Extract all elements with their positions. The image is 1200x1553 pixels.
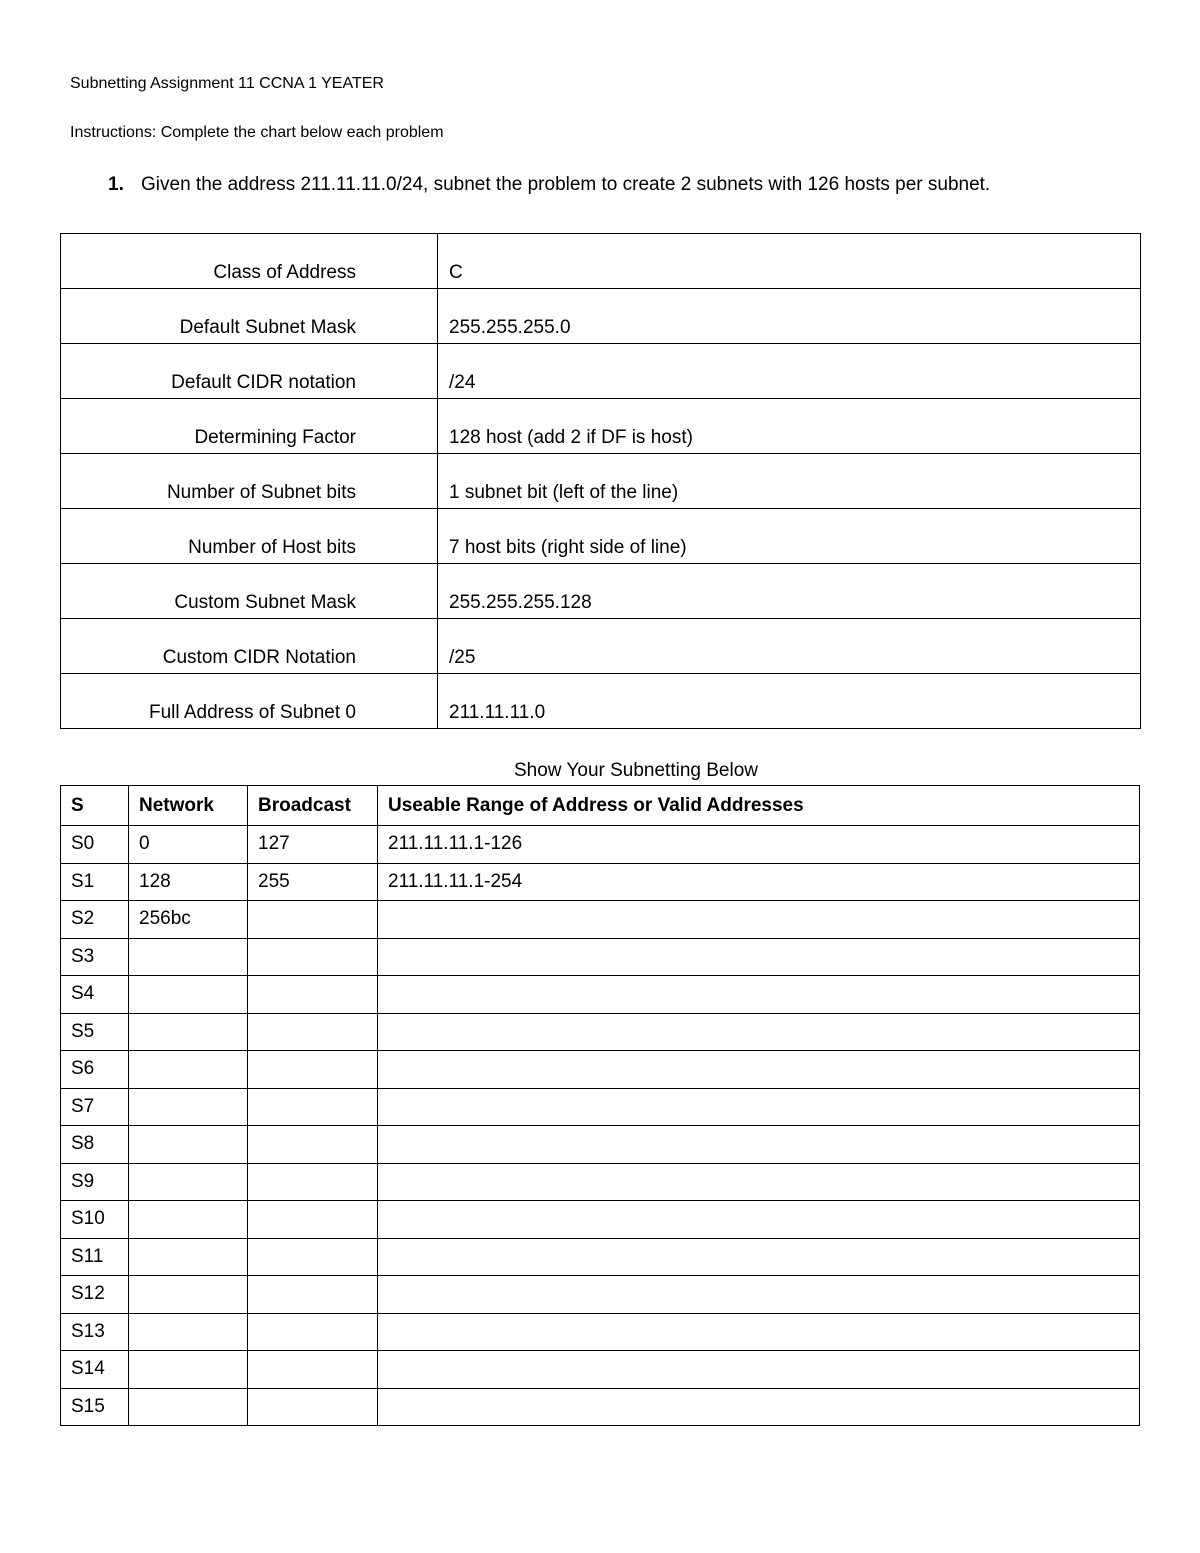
subnet-cell: S10 [61,1201,129,1239]
broadcast-cell [248,1276,378,1314]
info-row-default-mask [61,289,1141,344]
column-header-broadcast: Broadcast [248,786,378,826]
info-row-subnet-zero [61,674,1141,729]
problem-text: Given the address 211.11.11.0/24, subnet the problem to create 2 subnets with 126 hosts per subnet. [141,174,991,195]
table-row [61,1276,1140,1314]
network-cell [129,1126,248,1164]
subnetting-body [61,826,1140,1426]
info-row-default-cidr [61,344,1141,399]
network-cell [129,1201,248,1239]
subnet-cell: S8 [61,1126,129,1164]
usable-range-cell [378,1013,1140,1051]
info-value: /25 [438,619,1141,674]
network-cell [129,1088,248,1126]
network-cell [129,1163,248,1201]
subnet-cell: S1 [61,863,129,901]
broadcast-cell: 127 [248,826,378,864]
usable-range-cell [378,1126,1140,1164]
usable-range-cell [378,901,1140,939]
table-row [61,1238,1140,1276]
subnet-cell: S14 [61,1351,129,1389]
problem-statement [108,174,990,196]
info-label: Determining Factor [61,399,438,454]
info-value: 255.255.255.128 [438,564,1141,619]
broadcast-cell [248,1088,378,1126]
info-row-custom-cidr [61,619,1141,674]
info-row-custom-mask [61,564,1141,619]
table-row [61,976,1140,1014]
broadcast-cell [248,976,378,1014]
info-value: 7 host bits (right side of line) [438,509,1141,564]
table-row [61,1351,1140,1389]
table-row [61,1388,1140,1426]
subnet-cell: S2 [61,901,129,939]
info-value: /24 [438,344,1141,399]
broadcast-cell [248,1313,378,1351]
subnetting-header-row [61,786,1140,826]
broadcast-cell [248,1163,378,1201]
info-row-subnet-bits [61,454,1141,509]
subnet-cell: S13 [61,1313,129,1351]
subnet-cell: S7 [61,1088,129,1126]
subnet-info-table [60,233,1141,729]
table-row [61,1313,1140,1351]
network-cell [129,1238,248,1276]
info-value: 255.255.255.0 [438,289,1141,344]
info-row-class [61,234,1141,289]
subnet-cell: S0 [61,826,129,864]
usable-range-cell [378,1388,1140,1426]
network-cell: 128 [129,863,248,901]
usable-range-cell [378,976,1140,1014]
network-cell [129,1051,248,1089]
usable-range-cell [378,1201,1140,1239]
info-value: 128 host (add 2 if DF is host) [438,399,1141,454]
info-row-determining-factor [61,399,1141,454]
table-row [61,1163,1140,1201]
network-cell [129,1276,248,1314]
table-row [61,1013,1140,1051]
instructions-text: Instructions: Complete the chart below each problem [70,124,444,141]
info-label: Default Subnet Mask [61,289,438,344]
info-value: 211.11.11.0 [438,674,1141,729]
broadcast-cell: 255 [248,863,378,901]
table-row [61,1201,1140,1239]
subnet-cell: S3 [61,938,129,976]
network-cell: 0 [129,826,248,864]
usable-range-cell [378,1313,1140,1351]
broadcast-cell [248,938,378,976]
table-row [61,1051,1140,1089]
network-cell [129,1013,248,1051]
info-label: Number of Host bits [61,509,438,564]
broadcast-cell [248,1126,378,1164]
problem-number: 1. [108,174,124,195]
table-row [61,1126,1140,1164]
subnet-cell: S11 [61,1238,129,1276]
subnet-cell: S15 [61,1388,129,1426]
table-row [61,863,1140,901]
table-row [61,826,1140,864]
broadcast-cell [248,1351,378,1389]
info-value: 1 subnet bit (left of the line) [438,454,1141,509]
broadcast-cell [248,1051,378,1089]
network-cell [129,1313,248,1351]
broadcast-cell [248,1013,378,1051]
subnet-cell: S4 [61,976,129,1014]
info-value: C [438,234,1141,289]
subnet-cell: S12 [61,1276,129,1314]
usable-range-cell: 211.11.11.1-126 [378,826,1140,864]
network-cell: 256bc [129,901,248,939]
usable-range-cell [378,1088,1140,1126]
usable-range-cell [378,1051,1140,1089]
usable-range-cell [378,1238,1140,1276]
info-label: Default CIDR notation [61,344,438,399]
usable-range-cell: 211.11.11.1-254 [378,863,1140,901]
subnet-cell: S9 [61,1163,129,1201]
subnet-cell: S5 [61,1013,129,1051]
usable-range-cell [378,938,1140,976]
info-label: Custom CIDR Notation [61,619,438,674]
info-row-host-bits [61,509,1141,564]
column-header-s: S [61,786,129,826]
subnetting-caption: Show Your Subnetting Below [513,760,758,781]
table-row [61,938,1140,976]
broadcast-cell [248,1388,378,1426]
subnetting-table [60,785,1140,1426]
info-label: Number of Subnet bits [61,454,438,509]
info-label: Full Address of Subnet 0 [61,674,438,729]
document-title: Subnetting Assignment 11 CCNA 1 YEATER [70,75,384,92]
network-cell [129,1351,248,1389]
broadcast-cell [248,1201,378,1239]
broadcast-cell [248,1238,378,1276]
info-label: Class of Address [61,234,438,289]
usable-range-cell [378,1351,1140,1389]
usable-range-cell [378,1163,1140,1201]
column-header-range: Useable Range of Address or Valid Addresses [378,786,1140,826]
broadcast-cell [248,901,378,939]
table-row [61,901,1140,939]
column-header-network: Network [129,786,248,826]
network-cell [129,938,248,976]
network-cell [129,976,248,1014]
network-cell [129,1388,248,1426]
table-row [61,1088,1140,1126]
info-label: Custom Subnet Mask [61,564,438,619]
subnet-cell: S6 [61,1051,129,1089]
usable-range-cell [378,1276,1140,1314]
